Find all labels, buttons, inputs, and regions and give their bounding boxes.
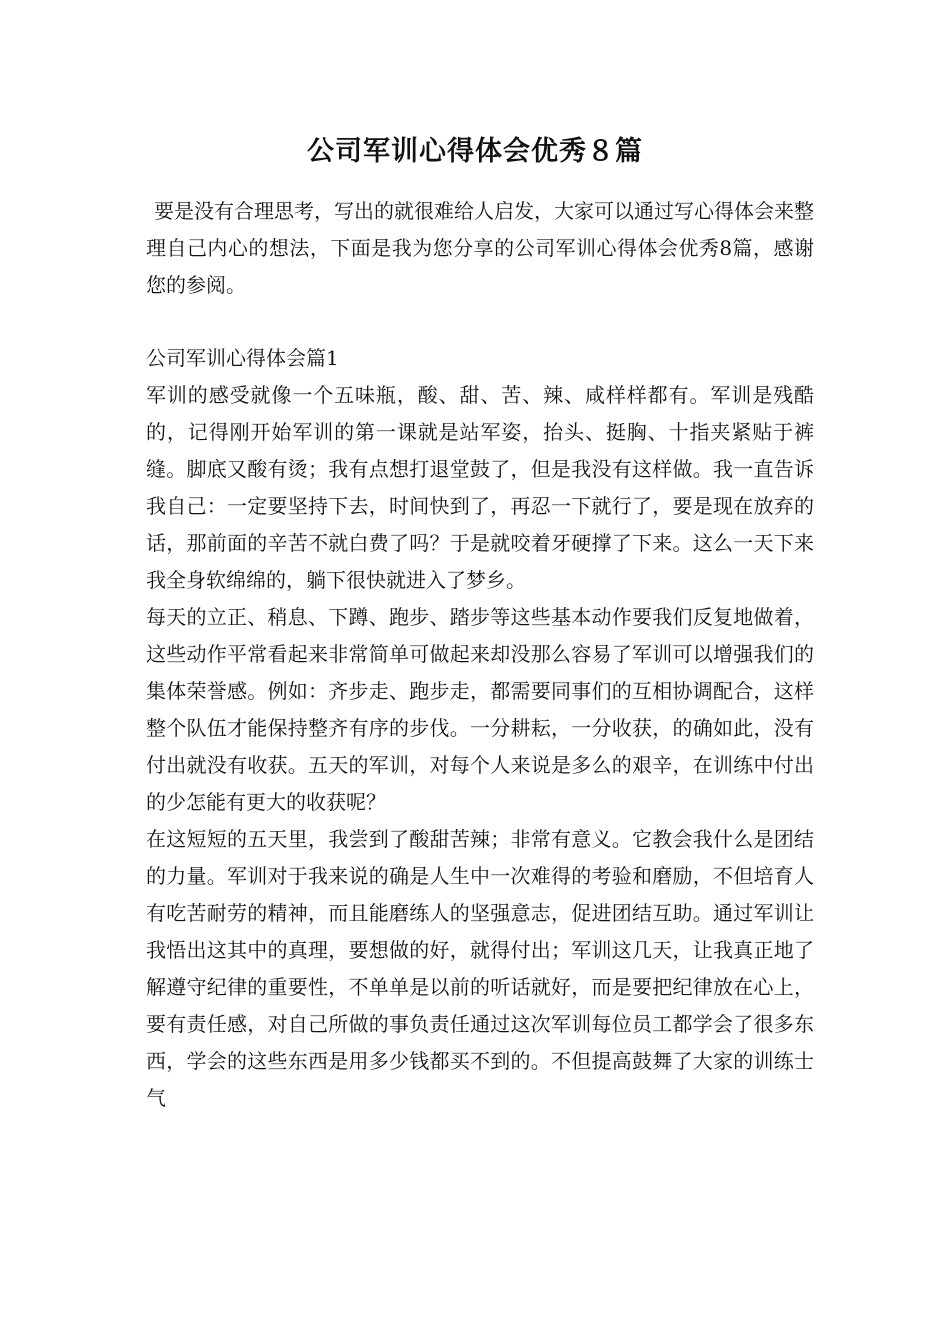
section-1 — [146, 340, 814, 1117]
paragraph-2: 每天的立正、稍息、下蹲、跑步、踏步等这些基本动作要我们反复地做着，这些动作平常看起来非常简单可做起来却没那么容易了军训可以增强我们的集体荣誉感。例如：齐步走、跑步走，都需要同事们的互相协调配合，这样整个队伍才能保持整齐有序的步伐。一分耕耘，一分收获，的确如此，没有付出就没有收获。五天的军训，对每个人来说是多么的艰辛，在训练中付出的少怎能有更大的收获呢？ — [146, 605, 814, 814]
intro-paragraph: 要是没有合理思考，写出的就很难给人启发，大家可以通过写心得体会来整理自己内心的想法，下面是我为您分享的公司军训心得体会优秀8篇，感谢您的参阅。 — [146, 199, 814, 297]
paragraph-1: 军训的感受就像一个五味瓶，酸、甜、苦、辣、咸样样都有。军训是残酷的，记得刚开始军训的第一课就是站军姿，抬头、挺胸、十指夹紧贴于裤缝。脚底又酸有烫；我有点想打退堂鼓了，但是我没有这样做。我一直告诉我自己：一定要坚持下去，时间快到了，再忍一下就行了，要是现在放弃的话，那前面的辛苦不就白费了吗？于是就咬着牙硬撑了下来。这么一天下来我全身软绵绵的，躺下很快就进入了梦乡。 — [146, 383, 814, 592]
section-heading: 公司军训心得体会篇1 — [146, 346, 339, 370]
document-title: 公司军训心得体会优秀８篇 — [307, 136, 643, 167]
paragraph-3: 在这短短的五天里，我尝到了酸甜苦辣；非常有意义。它教会我什么是团结的力量。军训对于我来说的确是人生中一次难得的考验和磨励，不但培育人有吃苦耐劳的精神，而且能磨练人的坚强意志，促进团结互助。通过军训让我悟出这其中的真理，要想做的好，就得付出；军训这几天，让我真正地了解遵守纪律的重要性，不单单是以前的听话就好，而是要把纪律放在心上，要有责任感，对自己所做的事负责任通过这次军训每位员工都学会了很多东西，学会的这些东西是用多少钱都买不到的。不但提高鼓舞了大家的训练士气 — [146, 827, 814, 1110]
